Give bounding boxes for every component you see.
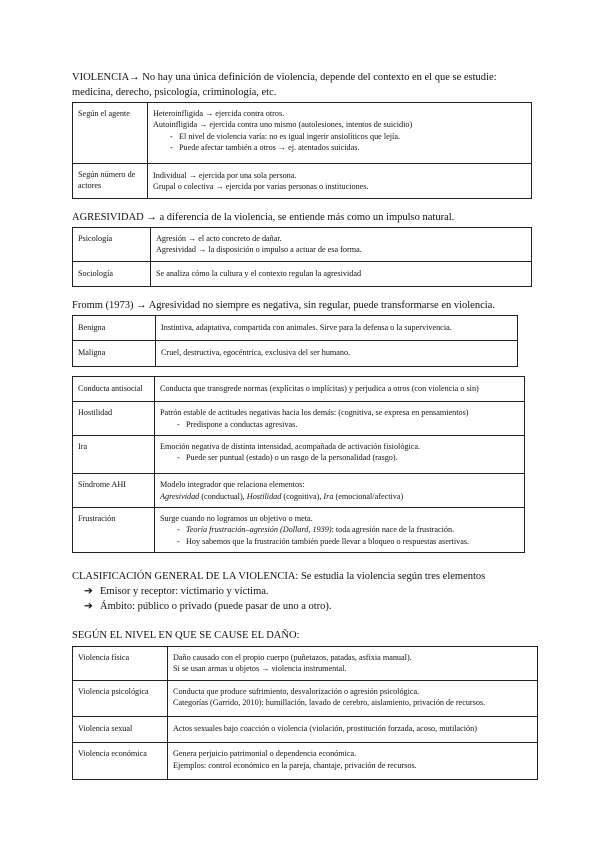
- intro-line-1: VIOLENCIA→ No hay una única definición de violencia, depende del contexto en el que se estudie:: [72, 72, 497, 83]
- nivel-heading: SEGÚN EL NIVEL EN QUE SE CAUSE EL DAÑO:: [72, 630, 300, 641]
- row-content: Conducta que transgrede normas (explícitas o implícitas) y perjudica a otros (con violencia o sin): [155, 377, 525, 402]
- row-content: Modelo integrador que relaciona elementos: Agresividad (conductual), Hostilidad (cognitiva), Ira (emocional/afectiva): [155, 474, 525, 508]
- clasificacion-section: [72, 569, 532, 614]
- fromm-heading: Fromm (1973) → Agresividad no siempre es negativa, sin regular, puede transformarse en violencia.: [72, 300, 495, 311]
- row-label: Conducta antisocial: [73, 377, 155, 402]
- intro-line-2: medicina, derecho, psicología, criminología, etc.: [72, 87, 277, 98]
- row-content: Emoción negativa de distinta intensidad, acompañada de activación fisiológica. - Puede ser puntual (estado) o un rasgo de la personalidad (rasgo).: [155, 435, 525, 474]
- row-content: Genera perjuicio patrimonial o dependencia económica. Ejemplos: control económico en la pareja, chantaje, privación de recursos.: [168, 743, 538, 780]
- arrow-bullet-icon: ➔: [84, 586, 93, 597]
- table-row: [73, 164, 532, 199]
- table-row: [73, 647, 538, 681]
- row-content: Daño causado con el propio cuerpo (puñetazos, patadas, asfixia manual). Si se usan armas u objetos → violencia instrumental.: [168, 647, 538, 681]
- row-label: Maligna: [73, 341, 156, 366]
- table-row: [73, 402, 525, 436]
- row-label: Violencia sexual: [73, 717, 168, 743]
- fromm-section: [72, 298, 518, 367]
- row-content: Agresión → el acto concreto de dañar. Agresividad → la disposición o impulso a actuar de esa forma.: [151, 228, 532, 262]
- agent-table: [72, 102, 532, 199]
- list-item: ➔ Emisor y receptor: victimario y víctima.: [84, 586, 269, 597]
- row-label: Ira: [73, 435, 155, 474]
- table-row: [73, 316, 518, 341]
- table-row: [73, 103, 532, 164]
- row-label: Síndrome AHI: [73, 474, 155, 508]
- row-content: Conducta que produce sufrimiento, desvalorización o agresión psicológica. Categorías (Garrido, 2010): humillación, lavado de cerebro, aislamiento, privación de recursos.: [168, 680, 538, 717]
- table-row: [73, 228, 532, 262]
- agresividad-section: [72, 210, 532, 287]
- agresividad-heading: AGRESIVIDAD → a diferencia de la violencia, se entiende más como un impulso natural.: [72, 212, 455, 223]
- row-label: Hostilidad: [73, 402, 155, 436]
- table-row: [73, 377, 525, 402]
- list-item: ➔ Ámbito: público o privado (puede pasar de uno a otro).: [84, 601, 332, 612]
- table-row: [73, 743, 538, 780]
- table-row: [73, 435, 525, 474]
- row-label: Según el agente: [73, 103, 148, 164]
- table-row: [73, 474, 525, 508]
- intro-paragraph: [72, 70, 532, 100]
- row-content: Se analiza cómo la cultura y el contexto regulan la agresividad: [151, 261, 532, 286]
- row-content: Individual → ejercida por una sola persona. Grupal o colectiva → ejercida por varias personas o instituciones.: [148, 164, 532, 199]
- table-row: [73, 680, 538, 717]
- row-content: Cruel, destructiva, egocéntrica, exclusiva del ser humano.: [156, 341, 518, 366]
- row-content: Surge cuando no logramos un objetivo o meta. - Teoría frustración–agresión (Dollard, 1939): toda agresión nace de la frustración. - Hoy sabemos que la frustración también puede llevar a bloqueo o respuestas asertivas.: [155, 508, 525, 553]
- clasificacion-heading: CLASIFICACIÓN GENERAL DE LA VIOLENCIA: Se estudia la violencia según tres elementos: [72, 571, 486, 582]
- table-row: [73, 508, 525, 553]
- table-row: [73, 341, 518, 366]
- row-label: Violencia física: [73, 647, 168, 681]
- nivel-section: [72, 628, 538, 780]
- table-row: [73, 717, 538, 743]
- row-content: Actos sexuales bajo coacción o violencia (violación, prostitución forzada, acoso, mutilación): [168, 717, 538, 743]
- row-label: Según número de actores: [73, 164, 148, 199]
- row-label: Violencia psicológica: [73, 680, 168, 717]
- row-label: Psicología: [73, 228, 151, 262]
- row-label: Sociología: [73, 261, 151, 286]
- row-label: Benigna: [73, 316, 156, 341]
- row-content: Heteroinfligida → ejercida contra otros. Autoinfligida → ejercida contra uno mismo (autolesiones, intentos de suicidio) - El nivel de violencia varía: no es igual ingerir ansiolíticos que lejía. - Puede afectar también a otros → ej. atentados suicidas.: [148, 103, 532, 164]
- row-label: Violencia económica: [73, 743, 168, 780]
- table-row: [73, 261, 532, 286]
- row-content: Instintiva, adaptativa, compartida con animales. Sirve para la defensa o la supervivencia.: [156, 316, 518, 341]
- row-label: Frustración: [73, 508, 155, 553]
- row-content: Patrón estable de actitudes negativas hacia los demás: (cognitiva, se expresa en pensamientos) - Predispone a conductas agresivas.: [155, 402, 525, 436]
- concepts-table: [72, 376, 525, 553]
- arrow-bullet-icon: ➔: [84, 601, 93, 612]
